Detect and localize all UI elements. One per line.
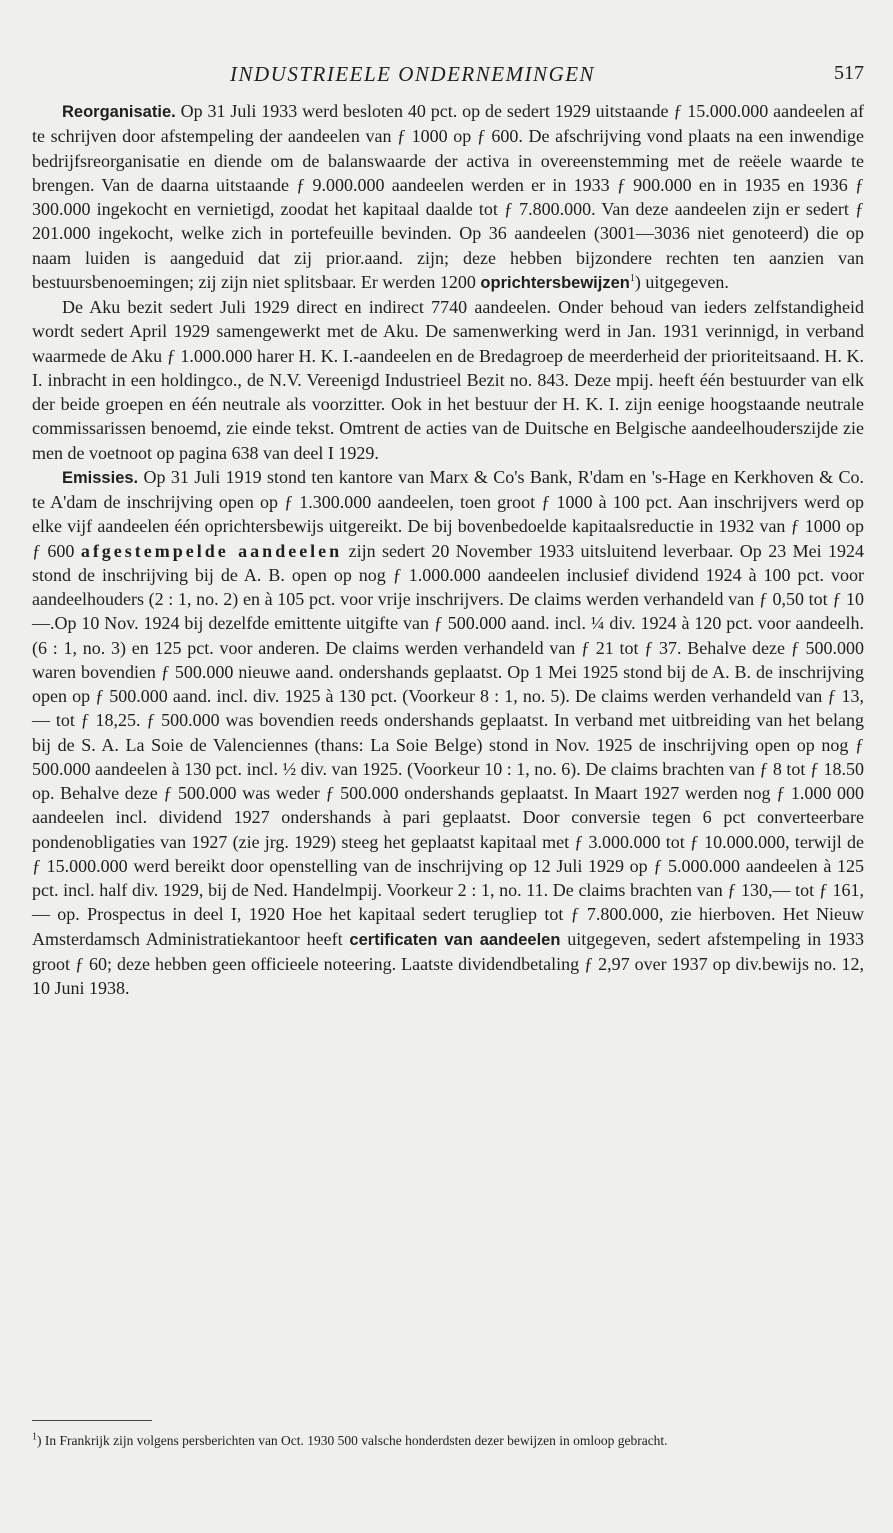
paragraph-text: De Aku bezit sedert Juli 1929 direct en indirect 7740 aandeelen. Onder behoud van ieders zelfstandigheid wordt sedert April 1929 samengewerkt met de Aku. De samenwerking werd in Jan. 1931 verinnigd, in verband waarmede de Aku ƒ 1.000.000 harer H. K. I.-aandeelen en de Bredagroep de meerderheid der prioriteitsaand. H. K. I. inbracht in een holdingco., de N.V. Vereenigd Industrieel Bezit no. 843. Deze mpij. heeft één bestuurder van elk der beide groepen en één neutrale als voorzitter. Ook in het bestuur der H. K. I. zijn eenige hoogstaande neutrale commissarissen benoemd, zie einde tekst. Omtrent de acties van de Duitsche en Belgische aandeelhouderszijde zie men de voetnoot op pagina 638 van deel I 1929. (32, 297, 864, 463)
paragraph-aku (32, 295, 864, 465)
footnote-reference: 1 (629, 272, 635, 284)
footnote-marker: 1 (32, 1431, 37, 1443)
bold-term-certificaten: certificaten van aandeelen (349, 930, 561, 949)
paragraph-text: Op 31 Juli 1919 stond ten kantore van Marx & Co's Bank, R'dam en 's-Hage en Kerkhoven & Co. te A'dam de inschrijving open op ƒ 1.300.000 aandeelen, toen groot ƒ 1000 à 100 pct. Aan inschrijvers werd op elke vijf aandeelen één oprichtersbewijs uitgereikt. De bij bovenbedoelde kapitaalsreductie in 1932 van ƒ 1000 op ƒ 600 (32, 466, 864, 561)
running-title: INDUSTRIEELE ONDERNEMINGEN (230, 62, 596, 86)
page-number: 517 (834, 62, 864, 84)
paragraph-text: ) uitgegeven. (634, 271, 729, 292)
bold-term-oprichtersbewijzen: oprichtersbewijzen (480, 273, 630, 292)
paragraph-text: Op 31 Juli 1933 werd besloten 40 pct. op de sedert 1929 uitstaande ƒ 15.000.000 aandeelen af te schrijven door afstempeling der aandeelen van ƒ 1000 op ƒ 600. De afschrijving vond plaats na een inwendige bedrijfsreorganisatie en diende om de balanswaarde der activa in overeenstemming met de reëele waarde te brengen. Van de daarna uitstaande ƒ 9.000.000 aandeelen werden er in 1933 ƒ 900.000 en in 1935 en 1936 ƒ 300.000 ingekocht en vernietigd, zoodat het kapitaal daalde tot ƒ 7.800.000. Van deze aandeelen zijn er sedert ƒ 201.000 ingekocht, welke zich in portefeuille bevinden. Op 36 aandeelen (3001—3036 niet genoteerd) die op naam luiden is aangeduid dat zij prior.aand. zijn; deze hebben bijzondere rechten ten aanzien van bestuursbenoemingen; zij zijn niet splitsbaar. Er werden 1200 (32, 101, 864, 292)
footnote (32, 1432, 864, 1449)
paragraph-emissies (32, 465, 864, 1001)
paragraph-reorganisatie (32, 99, 864, 295)
footnote-divider (32, 1420, 152, 1421)
body-text (32, 99, 864, 1000)
paragraph-text: zijn sedert 20 November 1933 uitsluitend leverbaar. Op 23 Mei 1924 stond de inschrijving bij de A. B. open op nog ƒ 1.000.000 aandeelen inclusief dividend 1924 à 100 pct. voor aandeelhouders (2 : 1, no. 2) en à 105 pct. voor vrije inschrijvers. De claims werden verhandeld van ƒ 0,50 tot ƒ 10—.Op 10 Nov. 1924 bij dezelfde emittente uitgifte van ƒ 500.000 aand. incl. ¼ div. 1924 à 120 pct. voor aandeelh. (6 : 1, no. 3) en 125 pct. voor anderen. De claims werden verhandeld van ƒ 21 tot ƒ 37. Behalve deze ƒ 500.000 waren bovendien ƒ 500.000 nieuwe aand. ondershands geplaatst. Op 1 Mei 1925 stond bij de A. B. de inschrijving open op ƒ 500.000 aand. incl. div. 1925 à 130 pct. (Voorkeur 8 : 1, no. 5). De claims werden verhandeld van ƒ 13,— tot ƒ 18,25. ƒ 500.000 was bovendien reeds ondershands geplaatst. In verband met uitbreiding van het belang bij de S. A. La Soie de Valenciennes (thans: La Soie Belge) stond in Nov. 1925 de inschrijving open op nog ƒ 500.000 aandeelen à 130 pct. incl. ½ div. van 1925. (Voorkeur 10 : 1, no. 6). De claims brachten van ƒ 8 tot ƒ 18.50 op. Behalve deze ƒ 500.000 was weder ƒ 500.000 ondershands geplaatst. In Maart 1927 werden nog ƒ 1.000 000 aandeelen incl. dividend 1927 ondershands à pari geplaatst. Door conversie tegen 6 pct converteerbare pondenobligaties van 1927 (zie jrg. 1929) steeg het geplaatst kapitaal met ƒ 3.000.000 tot ƒ 10.000.000, terwijl de ƒ 15.000.000 werd bereikt door openstelling van de inschrijving op 12 Juli 1929 op ƒ 5.000.000 aandeelen à 125 pct. incl. half div. 1929, bij de Ned. Handelmpij. Voorkeur 2 : 1, no. 11. De claims brachten van ƒ 130,— tot ƒ 161,— op. Prospectus in deel I, 1920 Hoe het kapitaal sedert terugliep tot ƒ 7.800.000, zie hierboven. Het Nieuw Amsterdamsch Administratiekantoor heeft (32, 540, 865, 949)
section-lead-reorganisatie: Reorganisatie. (62, 103, 176, 121)
section-lead-emissies: Emissies. (62, 468, 139, 487)
page-header (32, 62, 864, 90)
footnote-text: ) In Frankrijk zijn volgens persberichten van Oct. 1930 500 valsche honderdsten dezer bewijzen in omloop gebracht. (37, 1433, 668, 1448)
paragraph-text: uitgegeven, sedert afstempeling in 1933 groot ƒ 60; deze hebben geen officieele noteering. Laatste dividendbetaling ƒ 2,97 over 1937 op div.bewijs no. 12, 10 Juni 1938. (32, 928, 865, 998)
spaced-term-afgestempelde-aandeelen: afgestempelde aandeelen (80, 540, 343, 561)
